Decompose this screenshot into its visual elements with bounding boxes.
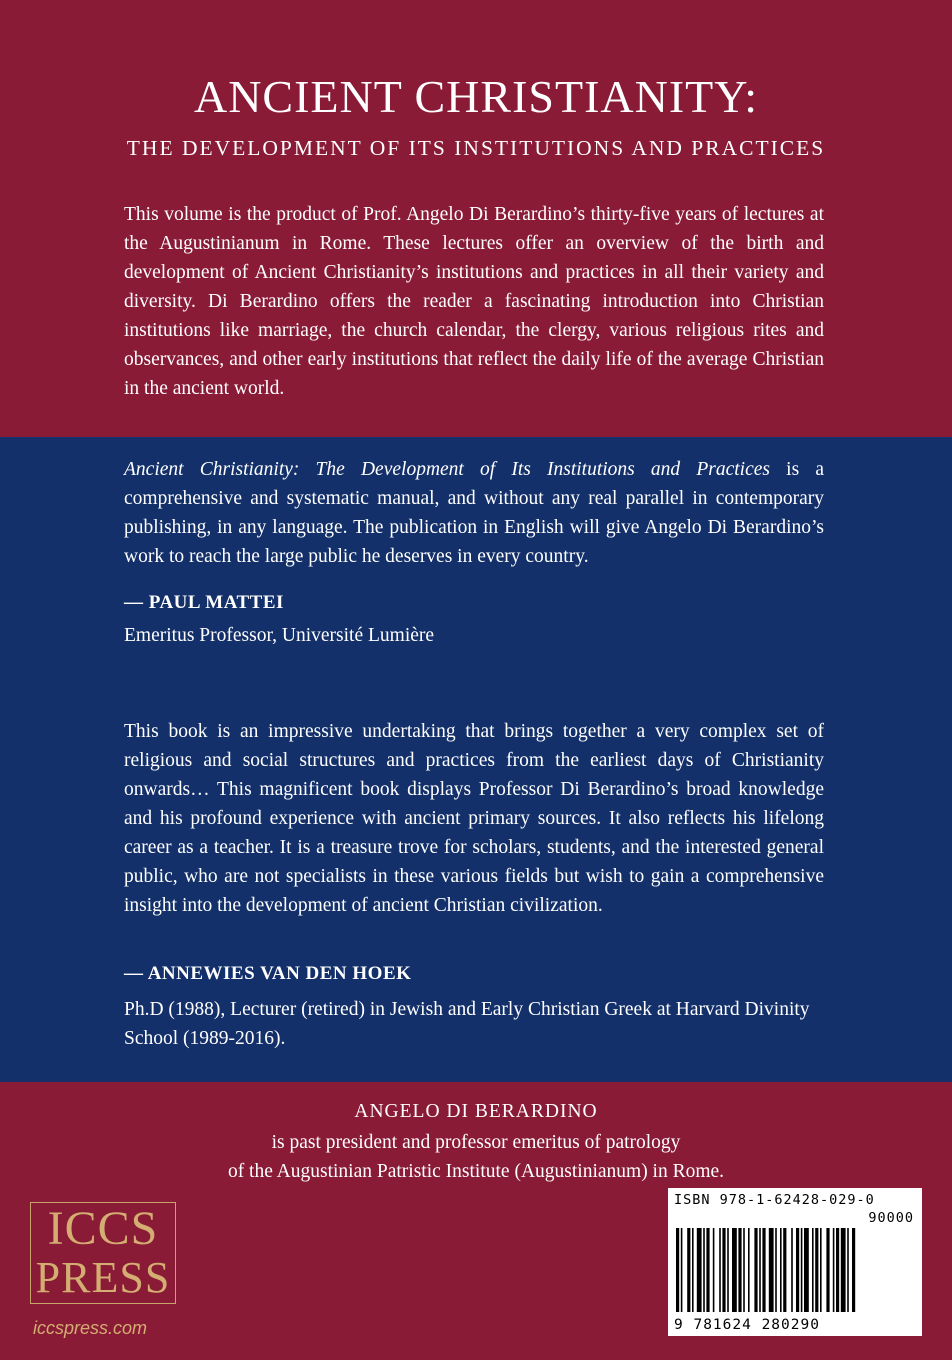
logo-text-press: PRESS (35, 1253, 171, 1302)
review-1-role: Emeritus Professor, Université Lumière (124, 625, 435, 646)
review-1 (124, 455, 824, 571)
top-band (0, 0, 952, 437)
author-name: ANGELO DI BERARDINO (354, 1101, 598, 1122)
isbn-barcode (668, 1188, 922, 1336)
review-1-text: is a comprehensive and systematic manual, and without any real parallel in contemporary publishing, in any language. The publication in English will give Angelo Di Berardino’s work to reach the large public he deserves in every country. (124, 459, 824, 567)
isbn-text: ISBN 978-1-62428-029-0 (674, 1192, 875, 1208)
author-bio-line-1: is past president and professor emeritus of patrology (271, 1132, 681, 1153)
review-2-attribution: — ANNEWIES VAN DEN HOEK (124, 963, 412, 984)
review-2-role: Ph.D (1988), Lecturer (retired) in Jewish and Early Christian Greek at Harvard Divinity School (1989-2016). (124, 999, 810, 1049)
publisher-website: iccspress.com (33, 1318, 148, 1338)
author-bio-line-2: of the Augustinian Patristic Institute (Augustinianum) in Rome. (227, 1161, 725, 1182)
author-bio (0, 1128, 952, 1186)
review-2: This book is an impressive undertaking that brings together a very complex set of religious and social structures and practices from the earliest days of Christianity onwards… This magnificent book displays Professor Di Berardino’s broad knowledge and his profound experience with ancient primary sources. It also reflects his lifelong career as a teacher. It is a treasure trove for scholars, students, and the interested general public, who are not specialists in these various fields but wish to gain a comprehensive insight into the development of ancient Christian civilization. (124, 721, 824, 916)
publisher-logo (30, 1202, 176, 1304)
barcode-digits: 9 781624 280290 (674, 1317, 820, 1333)
book-description: This volume is the product of Prof. Angelo Di Berardino’s thirty-five years of lectures at the Augustinianum in Rome. These lectures offer an overview of the birth and development of Ancient Christianity’s institutions and practices in all their variety and diversity. Di Berardino offers the reader a fascinating introduction into Christian institutions like marriage, the church calendar, the clergy, various religious rites and observances, and other early institutions that reflect the daily life of the average Christian in the ancient world. (124, 204, 824, 399)
review-1-attribution: — PAUL MATTEI (124, 592, 284, 613)
review-1-title: Ancient Christianity: The Development of Its Institutions and Practices (124, 459, 770, 480)
book-title: ANCIENT CHRISTIANITY: (193, 71, 759, 122)
price-code: 90000 (868, 1210, 914, 1226)
book-subtitle: THE DEVELOPMENT OF ITS INSTITUTIONS AND PRACTICES (126, 136, 826, 160)
logo-text-iccs: ICCS (47, 1202, 159, 1255)
barcode-bars (676, 1228, 914, 1312)
